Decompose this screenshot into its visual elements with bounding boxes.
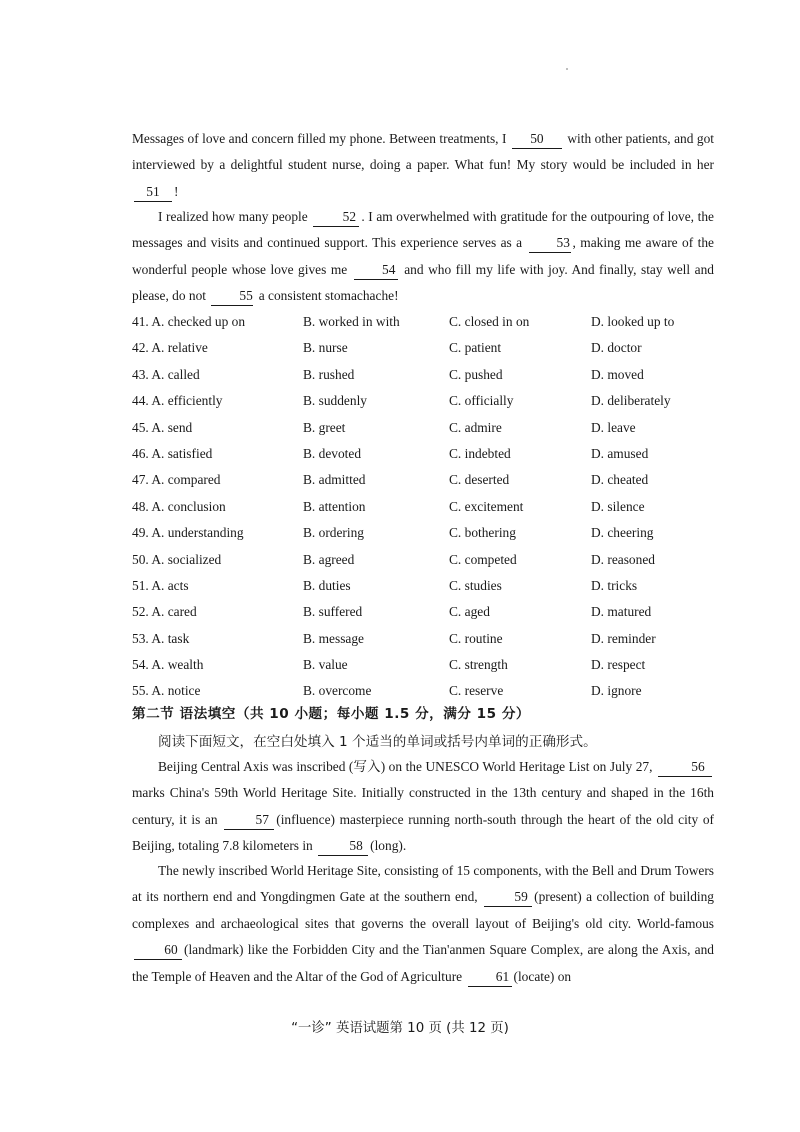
text-run: Beijing Central Axis was inscribed (写入) on the UNESCO World Heritage List on July 27, [158,759,653,774]
text-run: (long). [370,838,407,854]
option-d: D. doctor [591,340,642,356]
option-c: C. aged [449,604,490,620]
text-run: I realized how many people [158,209,308,224]
text-run: The newly inscribed World Heritage Site, consisting of 15 components, with the Bell and Drum Towers at its northern end and Yongdingmen Gate at the southern end, [132,863,714,905]
blank-57: 57 [224,811,274,830]
passage2-paragraph2 [132,858,714,990]
option-c: C. strength [449,657,508,673]
option-c: C. officially [449,393,514,409]
option-b: B. message [303,630,364,646]
option-d: D. matured [591,604,652,620]
option-a: 52. A. cared [132,604,197,620]
blank-59: 59 [484,888,532,907]
option-a: 48. A. conclusion [132,498,226,514]
text-run: (present) a collection of building complexes and archaeological sites that governs the overall layout of Beijing's old city. World-famous [132,889,714,931]
option-d: D. deliberately [591,393,671,409]
text-run: and who fill my life with joy. And finally, stay well and please, do not [132,261,714,304]
option-row [132,467,732,493]
text-run: a consistent stomachache! [258,288,399,304]
option-c: C. closed in on [449,314,530,329]
option-b: B. devoted [303,445,362,461]
option-d: D. ignore [591,683,642,699]
scan-speck [566,68,568,70]
option-a: 44. A. efficiently [132,393,223,409]
option-row [132,599,732,625]
option-d: D. cheated [591,472,649,488]
option-c: C. admire [449,419,502,435]
option-d: D. cheering [591,525,654,541]
text-run: (influence) masterpiece running north-south through the heart of the old city of Beijing, totaling 7.8 kilometers in [132,811,715,854]
option-c: C. reserve [449,683,504,699]
text-run: . I am overwhelmed with gratitude for the outpouring of love, the messages and visits and continued support. This experience serves as a [132,209,714,251]
option-a: 45. A. send [132,419,193,435]
option-c: C. patient [449,340,502,356]
option-a: 42. A. relative [132,340,208,356]
option-d: D. respect [591,657,646,673]
text-run: with other patients, and got interviewed by a delightful student nurse, doing a paper. What fun! My story would be included in her [132,131,714,173]
option-d: D. reminder [591,630,656,646]
option-d: D. moved [591,366,644,382]
passage2-paragraph1 [132,754,714,860]
option-d: D. tricks [591,577,638,593]
passage1-paragraph1 [132,126,714,205]
option-a: 51. A. acts [132,577,189,593]
option-b: B. value [303,657,348,673]
option-c: C. indebted [449,445,511,461]
option-b: B. duties [303,577,351,593]
text-run: Messages of love and concern filled my phone. Between treatments, I [132,131,507,146]
option-d: D. amused [591,445,649,461]
option-b: B. agreed [303,551,355,567]
option-a: 55. A. notice [132,683,201,699]
option-a: 47. A. compared [132,472,221,488]
option-row [132,335,732,361]
option-row [132,547,732,573]
option-a: 46. A. satisfied [132,445,213,461]
option-row [132,678,732,704]
options-table [132,309,732,705]
option-c: C. competed [449,551,517,567]
option-a: 41. A. checked up on [132,314,246,329]
blank-55: 55 [211,287,253,306]
option-b: B. overcome [303,683,372,699]
blank-53: 53 [529,234,571,253]
blank-61: 61 [468,968,512,987]
text-run: , making me aware of the wonderful people whose love gives me [132,235,714,277]
option-b: B. rushed [303,366,355,382]
option-a: 54. A. wealth [132,657,204,673]
blank-56: 56 [658,758,712,777]
option-row [132,362,732,388]
option-b: B. ordering [303,525,364,541]
text-run: (landmark) like the Forbidden City and the Tian'anmen Square Complex, are along the Axis, and the Temple of Heaven and the Altar of the God of Agriculture [132,942,714,984]
option-c: C. studies [449,577,502,593]
option-c: C. excitement [449,498,524,514]
option-b: B. attention [303,498,366,514]
option-row [132,626,732,652]
option-a: 53. A. task [132,630,190,646]
option-a: 49. A. understanding [132,525,244,541]
blank-51: 51 [134,183,172,202]
option-row [132,520,732,546]
option-row [132,441,732,467]
blank-60: 60 [134,941,182,960]
option-b: B. greet [303,419,346,435]
option-c: C. bothering [449,525,516,541]
option-b: B. nurse [303,340,348,356]
blank-52: 52 [313,208,359,227]
option-b: B. worked in with [303,314,400,329]
option-row [132,652,732,678]
option-d: D. looked up to [591,314,675,329]
blank-54: 54 [354,261,398,280]
option-row [132,494,732,520]
text-run: (locate) on [513,968,572,984]
option-d: D. leave [591,419,636,435]
option-b: B. suffered [303,604,363,620]
option-a: 43. A. called [132,366,200,382]
blank-50: 50 [512,130,562,149]
option-d: D. silence [591,498,645,514]
option-row [132,573,732,599]
passage1-paragraph2 [132,204,714,310]
option-c: C. routine [449,630,503,646]
option-row [132,309,732,335]
section-instruction: 阅读下面短文，在空白处填入 1 个适当的单词或括号内单词的正确形式。 [158,734,597,750]
option-c: C. deserted [449,472,510,488]
section-heading: 第二节 语法填空（共 10 小题；每小题 1.5 分，满分 15 分） [132,706,531,722]
option-b: B. admitted [303,472,366,488]
page-footer: “一诊” 英语试题第 10 页 (共 12 页) [291,1021,509,1036]
option-c: C. pushed [449,366,503,382]
blank-58: 58 [318,837,368,856]
option-a: 50. A. socialized [132,551,222,567]
option-b: B. suddenly [303,393,367,409]
option-row [132,388,732,414]
option-d: D. reasoned [591,551,655,567]
option-row [132,415,732,441]
text-run: marks China's 59th World Heritage Site. Initially constructed in the 13th century and shaped in the 16th century, it is an [132,785,714,827]
text-run: ! [174,183,179,199]
